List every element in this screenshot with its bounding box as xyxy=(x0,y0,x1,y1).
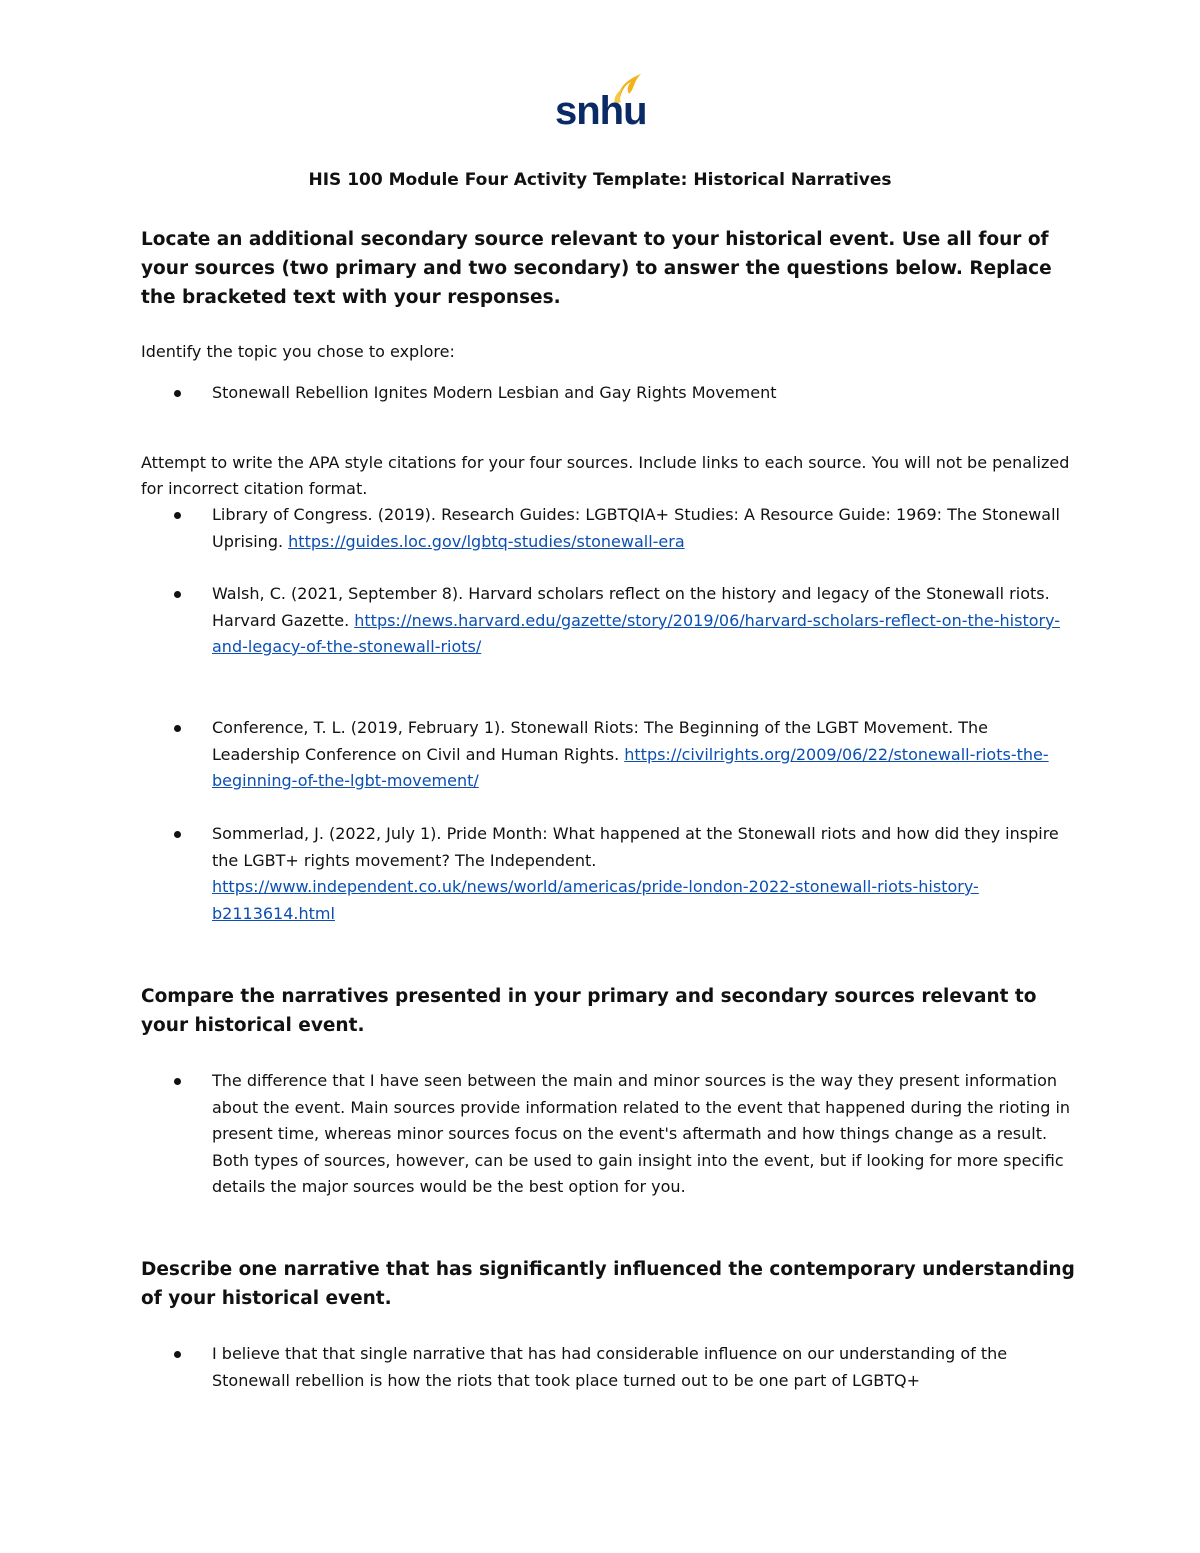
logo-wordmark: snhu xyxy=(555,89,647,133)
bullet-icon xyxy=(174,831,181,838)
compare-answer-text: The difference that I have seen between the main and minor sources is the way they present information about the event. Main sources provide information related to the event that happened during the rioting in present time, whereas minor sources focus on the event's aftermath and how things change as a result. Both types of sources, however, can be used to gain insight into the event, but if looking for more specific details the major sources would be the best option for you. xyxy=(212,1071,1071,1196)
describe-prompt: Describe one narrative that has significantly influenced the contemporary understanding of your historical event. xyxy=(141,1259,1075,1309)
bullet-icon xyxy=(174,1078,181,1085)
topic-text: Stonewall Rebellion Ignites Modern Lesbian and Gay Rights Movement xyxy=(212,383,777,402)
bullet-icon xyxy=(174,725,181,732)
citation-link[interactable]: https://guides.loc.gov/lgbtq-studies/stonewall-era xyxy=(288,531,685,551)
describe-answer-item xyxy=(141,1341,1076,1394)
citation-item xyxy=(141,502,1076,555)
citation-link[interactable]: https://civilrights.org/2009/06/22/stonewall-riots-the-beginning-of-the-lgbt-movement/ xyxy=(212,744,1049,790)
bullet-icon xyxy=(174,390,181,397)
citation-item xyxy=(141,581,1076,661)
citation-item xyxy=(141,715,1076,795)
bullet-icon xyxy=(174,1351,181,1358)
describe-answer-text: I believe that that single narrative that has had considerable influence on our understanding of the Stonewall rebellion is how the riots that took place turned out to be one part of LGBTQ+ xyxy=(212,1344,1008,1390)
compare-answer-item xyxy=(141,1068,1076,1201)
citation-text: Sommerlad, J. (2022, July 1). Pride Month: What happened at the Stonewall riots and how did they inspire the LGBT+ rights movement? The Independent. xyxy=(212,824,1059,870)
snhu-logo xyxy=(555,72,645,134)
bullet-icon xyxy=(174,512,181,519)
citation-text: Walsh, C. (2021, September 8). Harvard scholars reflect on the history and legacy of the Stonewall riots. Harvard Gazette. xyxy=(212,584,1050,630)
citation-link[interactable]: https://www.independent.co.uk/news/world/americas/pride-london-2022-stonewall-riots-history-b2113614.html xyxy=(212,877,979,923)
citation-text: Conference, T. L. (2019, February 1). Stonewall Riots: The Beginning of the LGBT Movement. The Leadership Conference on Civil and Human Rights. xyxy=(212,718,989,764)
topic-list-item xyxy=(141,380,1076,407)
compare-prompt: Compare the narratives presented in your primary and secondary sources relevant to your historical event. xyxy=(141,986,1037,1036)
citation-text: Library of Congress. (2019). Research Guides: LGBTQIA+ Studies: A Resource Guide: 1969: The Stonewall Uprising. xyxy=(212,505,1060,551)
citation-item xyxy=(141,821,1076,927)
bullet-icon xyxy=(174,591,181,598)
identify-prompt: Identify the topic you chose to explore: xyxy=(141,342,455,361)
citations-prompt: Attempt to write the APA style citations for your four sources. Include links to each source. You will not be penalized for incorrect citation format. xyxy=(141,453,1070,498)
document-title: HIS 100 Module Four Activity Template: Historical Narratives xyxy=(308,170,892,190)
intro-prompt: Locate an additional secondary source relevant to your historical event. Use all four of your sources (two primary and two secondary) to answer the questions below. Replace the bracketed text with your responses. xyxy=(141,229,1052,308)
citation-link[interactable]: https://news.harvard.edu/gazette/story/2019/06/harvard-scholars-reflect-on-the-history-and-legacy-of-the-stonewall-riots/ xyxy=(212,610,1061,656)
